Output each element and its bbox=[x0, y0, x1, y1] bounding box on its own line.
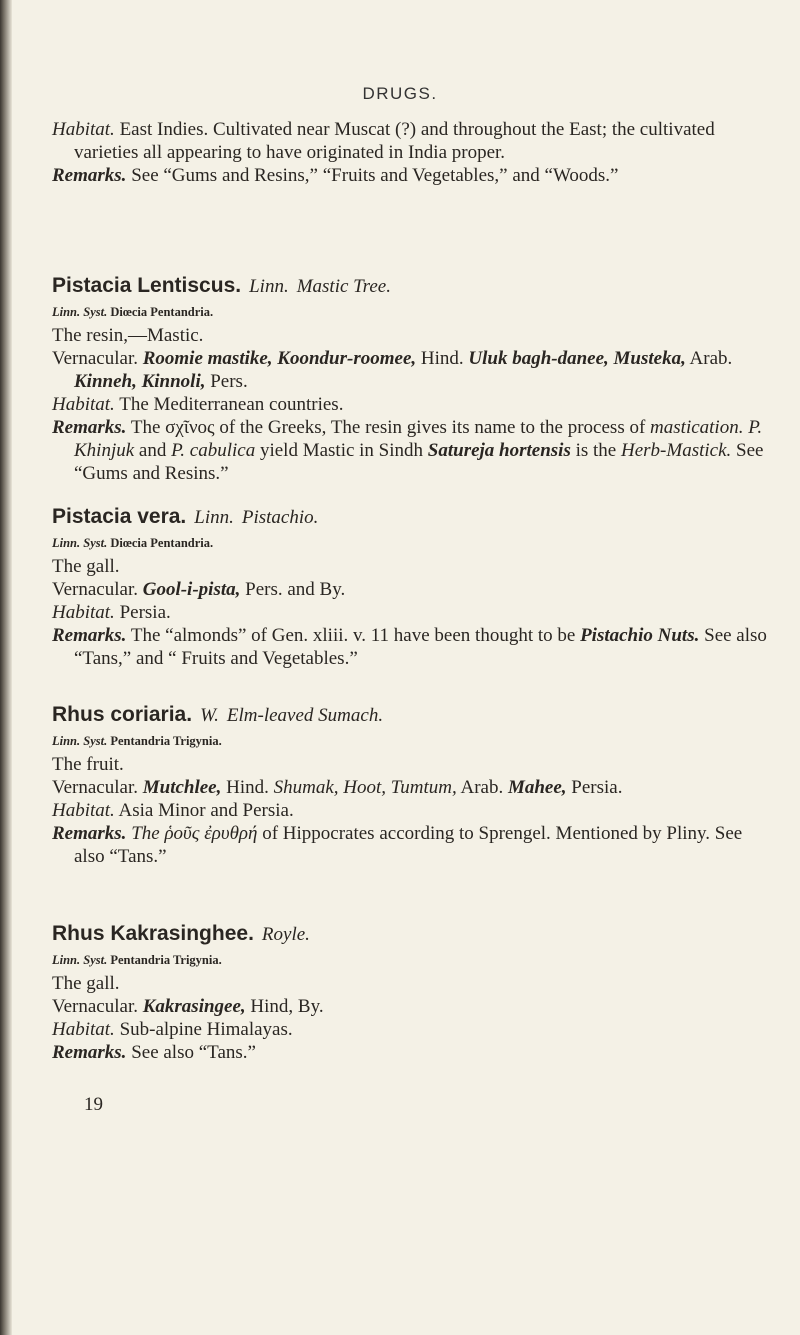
vern-a: Gool-i-pista, bbox=[142, 579, 241, 600]
vern-e: Kinneh, Kinnoli, bbox=[74, 371, 206, 392]
entry-common-name: Elm-leaved Sumach. bbox=[226, 705, 384, 726]
habitat-text: Asia Minor and Persia. bbox=[118, 800, 294, 821]
rem-d: mastication. P. Khinjuk bbox=[74, 417, 763, 461]
running-header: DRUGS. bbox=[362, 84, 438, 103]
vernacular-label: Vernacular. bbox=[52, 996, 138, 1017]
rem-b: σχῖνος bbox=[165, 417, 215, 438]
entry-author: Royle. bbox=[261, 924, 310, 945]
entry-name: Rhus coriaria. bbox=[52, 703, 193, 726]
vern-a: Kakrasingee, bbox=[142, 996, 246, 1017]
entry-name: Pistacia Lentiscus. bbox=[52, 274, 242, 297]
intro-section bbox=[52, 118, 772, 187]
habitat-label: Habitat. bbox=[52, 1019, 115, 1040]
linnaean-system bbox=[52, 950, 772, 970]
rem-b: Pistachio Nuts. bbox=[580, 625, 700, 646]
entry-heading bbox=[52, 703, 772, 727]
vern-f: Persia. bbox=[566, 777, 623, 798]
vernacular-label: Vernacular. bbox=[52, 579, 138, 600]
entry-vernacular bbox=[52, 347, 772, 393]
rem-c: of the Greeks, The resin gives its name to the process of bbox=[214, 417, 651, 438]
entry-heading bbox=[52, 922, 772, 946]
rem-a: The “almonds” of Gen. xliii. v. 11 have been thought to be bbox=[130, 625, 581, 646]
rem-i: is the bbox=[570, 440, 621, 461]
rem-a: See also “Tans.” bbox=[131, 1042, 256, 1063]
entry-author: W. bbox=[200, 705, 219, 726]
habitat-text: Persia. bbox=[119, 602, 171, 623]
remarks-label: Remarks. bbox=[52, 165, 127, 186]
syst-value: Pentandria Trigynia. bbox=[110, 734, 222, 748]
entry-remarks bbox=[52, 1041, 772, 1064]
entry-part: The fruit. bbox=[52, 754, 124, 775]
entry-habitat bbox=[52, 799, 772, 822]
vern-e: Mahee, bbox=[507, 777, 567, 798]
entry-remarks bbox=[52, 416, 772, 485]
entry-common-name: Mastic Tree. bbox=[296, 276, 391, 297]
intro-habitat bbox=[52, 118, 772, 164]
entry-rhus-kakrasinghee bbox=[52, 922, 772, 1064]
linnaean-system bbox=[52, 302, 772, 322]
habitat-label: Habitat. bbox=[52, 602, 115, 623]
syst-label: Linn. Syst. bbox=[52, 536, 108, 550]
habitat-text: East Indies. Cultivated near Muscat (?) and throughout the East; the cultivated varieties all appearing to have originated in India proper. bbox=[74, 119, 715, 163]
vern-d: Arab. bbox=[456, 777, 508, 798]
vern-b: Hind. bbox=[221, 777, 274, 798]
entry-part: The gall. bbox=[52, 973, 120, 994]
page-number: 19 bbox=[84, 1094, 103, 1115]
habitat-label: Habitat. bbox=[52, 800, 115, 821]
entry-vernacular bbox=[52, 578, 772, 601]
entry-part: The gall. bbox=[52, 556, 120, 577]
entry-rhus-coriaria bbox=[52, 703, 772, 868]
habitat-label: Habitat. bbox=[52, 119, 115, 140]
syst-value: Diœcia Pentandria. bbox=[110, 305, 214, 319]
entry-habitat bbox=[52, 1018, 772, 1041]
vern-c: Uluk bagh-danee, Musteka, bbox=[468, 348, 686, 369]
intro-remarks bbox=[52, 164, 772, 187]
entry-name: Pistacia vera. bbox=[52, 505, 187, 528]
rem-c: See also “Tans,” and “ Fruits and Vegetables.” bbox=[74, 625, 767, 669]
syst-label: Linn. Syst. bbox=[52, 305, 108, 319]
rem-g: yield Mastic in Sindh bbox=[255, 440, 428, 461]
rem-b: of Hippocrates according to Sprengel. Mentioned by Pliny. See also “Tans.” bbox=[74, 823, 743, 867]
rem-a: The bbox=[130, 417, 166, 438]
entry-author: Linn. bbox=[249, 276, 289, 297]
entry-vernacular bbox=[52, 995, 772, 1018]
entry-part: The resin,—Mastic. bbox=[52, 325, 204, 346]
rem-e: and bbox=[134, 440, 172, 461]
vernacular-label: Vernacular. bbox=[52, 348, 138, 369]
entry-name: Rhus Kakrasinghee. bbox=[52, 922, 254, 945]
vern-a: Roomie mastike, Koondur-roomee, bbox=[142, 348, 417, 369]
remarks-text: See “Gums and Resins,” “Fruits and Vegetables,” and “Woods.” bbox=[131, 165, 619, 186]
entry-habitat bbox=[52, 601, 772, 624]
linnaean-system bbox=[52, 731, 772, 751]
entry-pistacia-vera bbox=[52, 505, 772, 670]
vern-b: Hind. bbox=[416, 348, 469, 369]
vern-c: Shumak, Hoot, Tumtum, bbox=[273, 777, 457, 798]
syst-value: Diœcia Pentandria. bbox=[110, 536, 214, 550]
habitat-label: Habitat. bbox=[52, 394, 115, 415]
syst-label: Linn. Syst. bbox=[52, 953, 108, 967]
rem-j: Herb-Mastick. bbox=[621, 440, 732, 461]
rem-k: See “Gums and Resins.” bbox=[74, 440, 764, 484]
remarks-label: Remarks. bbox=[52, 625, 127, 646]
vern-d: Arab. bbox=[685, 348, 733, 369]
rem-h: Satureja hortensis bbox=[427, 440, 571, 461]
remarks-label: Remarks. bbox=[52, 417, 127, 438]
page-binding-edge bbox=[0, 0, 12, 1335]
remarks-label: Remarks. bbox=[52, 1042, 127, 1063]
rem-f: P. cabulica bbox=[171, 440, 256, 461]
habitat-text: The Mediterranean countries. bbox=[119, 394, 344, 415]
vern-b: Pers. and By. bbox=[240, 579, 346, 600]
entry-heading bbox=[52, 274, 772, 298]
syst-value: Pentandria Trigynia. bbox=[110, 953, 222, 967]
entry-pistacia-lentiscus bbox=[52, 274, 772, 485]
vernacular-label: Vernacular. bbox=[52, 777, 138, 798]
entry-remarks bbox=[52, 624, 772, 670]
entry-common-name: Pistachio. bbox=[241, 507, 319, 528]
entry-author: Linn. bbox=[194, 507, 234, 528]
vern-a: Mutchlee, bbox=[142, 777, 222, 798]
syst-label: Linn. Syst. bbox=[52, 734, 108, 748]
habitat-text: Sub-alpine Himalayas. bbox=[119, 1019, 293, 1040]
linnaean-system bbox=[52, 533, 772, 553]
entry-vernacular bbox=[52, 776, 772, 799]
entry-heading bbox=[52, 505, 772, 529]
vern-f: Pers. bbox=[205, 371, 248, 392]
rem-a: The ῥοῦς ἐρυθρή bbox=[131, 823, 258, 844]
remarks-label: Remarks. bbox=[52, 823, 127, 844]
vern-b: Hind, By. bbox=[245, 996, 324, 1017]
entry-habitat bbox=[52, 393, 772, 416]
entry-remarks bbox=[52, 822, 772, 868]
